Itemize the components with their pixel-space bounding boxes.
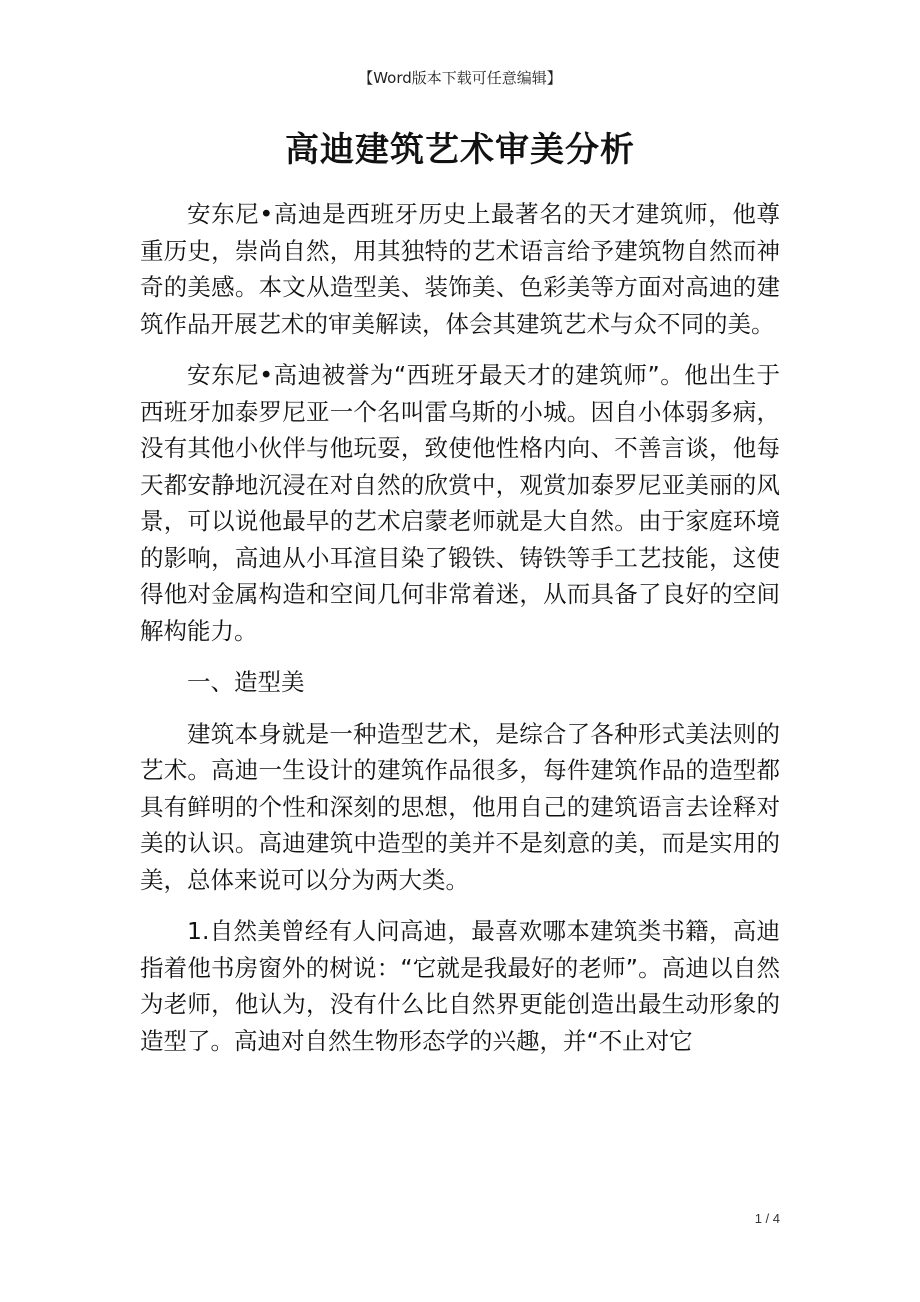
paragraph-form-beauty: 建筑本身就是一种造型艺术，是综合了各种形式美法则的艺术。高迪一生设计的建筑作品很多，每件建筑作品的造型都具有鲜明的个性和深刻的思想，他用自己的建筑语言去诠释对美的认识。高迪建筑中造型的美并不是刻意的美，而是实用的美，总体来说可以分为两大类。 [140,719,780,894]
header-note: 【Word版本下载可任意编辑】 [358,69,562,87]
page-number: 1 / 4 [754,1211,780,1226]
paragraph-biography: 安东尼•高迪被誉为“西班牙最天才的建筑师”。他出生于西班牙加泰罗尼亚一个名叫雷乌斯的小城。因自小体弱多病，没有其他小伙伴与他玩耍，致使他性格内向、不善言谈，他每天都安静地沉浸在对自然的欣赏中，观赏加泰罗尼亚美丽的风景，可以说他最早的艺术启蒙老师就是大自然。由于家庭环境的影响，高迪从小耳渲目染了锻铁、铸铁等手工艺技能，这使得他对金属构造和空间几何非常着迷，从而具备了良好的空间解构能力。 [140,361,780,645]
paragraph-intro: 安东尼•高迪是西班牙历史上最著名的天才建筑师，他尊重历史，崇尚自然，用其独特的艺术语言给予建筑物自然而神奇的美感。本文从造型美、装饰美、色彩美等方面对高迪的建筑作品开展艺术的审美解读，体会其建筑艺术与众不同的美。 [140,200,780,338]
section-heading: 一、造型美 [187,668,305,696]
paragraph-natural-beauty: 1.自然美曾经有人问高迪，最喜欢哪本建筑类书籍，高迪指着他书房窗外的树说：“它就是我最好的老师”。高迪以自然为老师，他认为，没有什么比自然界更能创造出最生动形象的造型了。高迪对自然生物形态学的兴趣，并“不止对它 [140,917,780,1055]
document-body [140,196,780,1074]
document-title: 高迪建筑艺术审美分析 [285,130,635,170]
